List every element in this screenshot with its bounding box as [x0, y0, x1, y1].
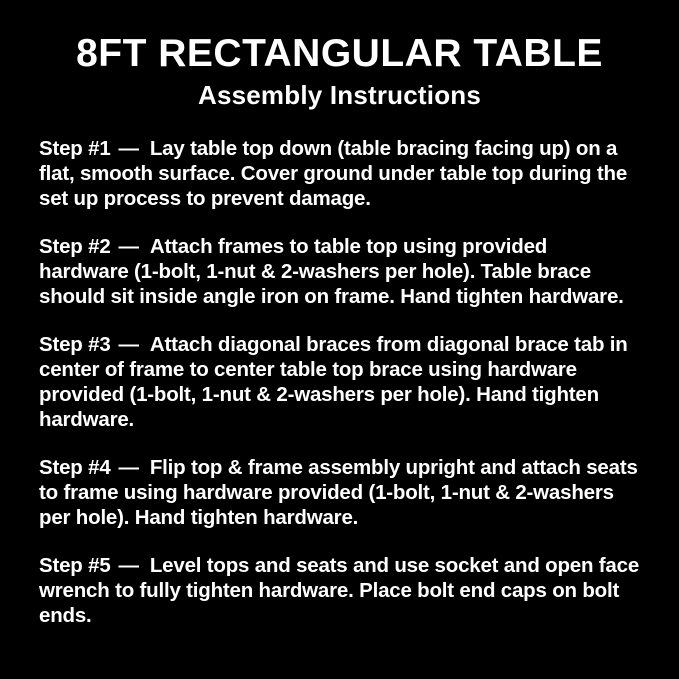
step-2-text: Attach frames to table top using provided hardware (1-bolt, 1-nut & 2-washers per hole). Table brace should sit inside angle iron on frame. Hand tighten hardware.	[39, 234, 624, 308]
step-1-dash: —	[118, 136, 139, 160]
page-subtitle: Assembly Instructions	[197, 79, 482, 110]
step-4-label: Step #4	[39, 455, 111, 479]
step-5-text: Level tops and seats and use socket and open face wrench to fully tighten hardware. Place bolt end caps on bolt ends.	[39, 553, 640, 627]
step-4-dash: —	[118, 455, 139, 479]
step-2-dash: —	[118, 234, 139, 258]
step-3-paragraph	[39, 332, 640, 432]
header	[0, 0, 679, 111]
step-3-dash: —	[118, 332, 139, 356]
step-4-text: Flip top & frame assembly upright and attach seats to frame using hardware provided (1-bolt, 1-nut & 2-washers per hole). Hand tighten hardware.	[39, 455, 638, 529]
step-1-paragraph	[39, 136, 640, 211]
steps-list	[0, 111, 679, 628]
step-5-label: Step #5	[39, 553, 111, 577]
step-3-label: Step #3	[39, 332, 111, 356]
step-2-label: Step #2	[39, 234, 111, 258]
step-5-dash: —	[118, 553, 139, 577]
step-1-label: Step #1	[39, 136, 111, 160]
step-1-text: Lay table top down (table bracing facing up) on a flat, smooth surface. Cover ground under table top during the set up process to prevent damage.	[39, 136, 628, 210]
step-5-paragraph	[39, 553, 640, 628]
step-4-paragraph	[39, 455, 640, 530]
step-2-paragraph	[39, 234, 640, 309]
page-title: 8FT RECTANGULAR TABLE	[76, 32, 603, 75]
step-3-text: Attach diagonal braces from diagonal brace tab in center of frame to center table top brace using hardware provided (1-bolt, 1-nut & 2-washers per hole). Hand tighten hardware.	[39, 332, 628, 431]
